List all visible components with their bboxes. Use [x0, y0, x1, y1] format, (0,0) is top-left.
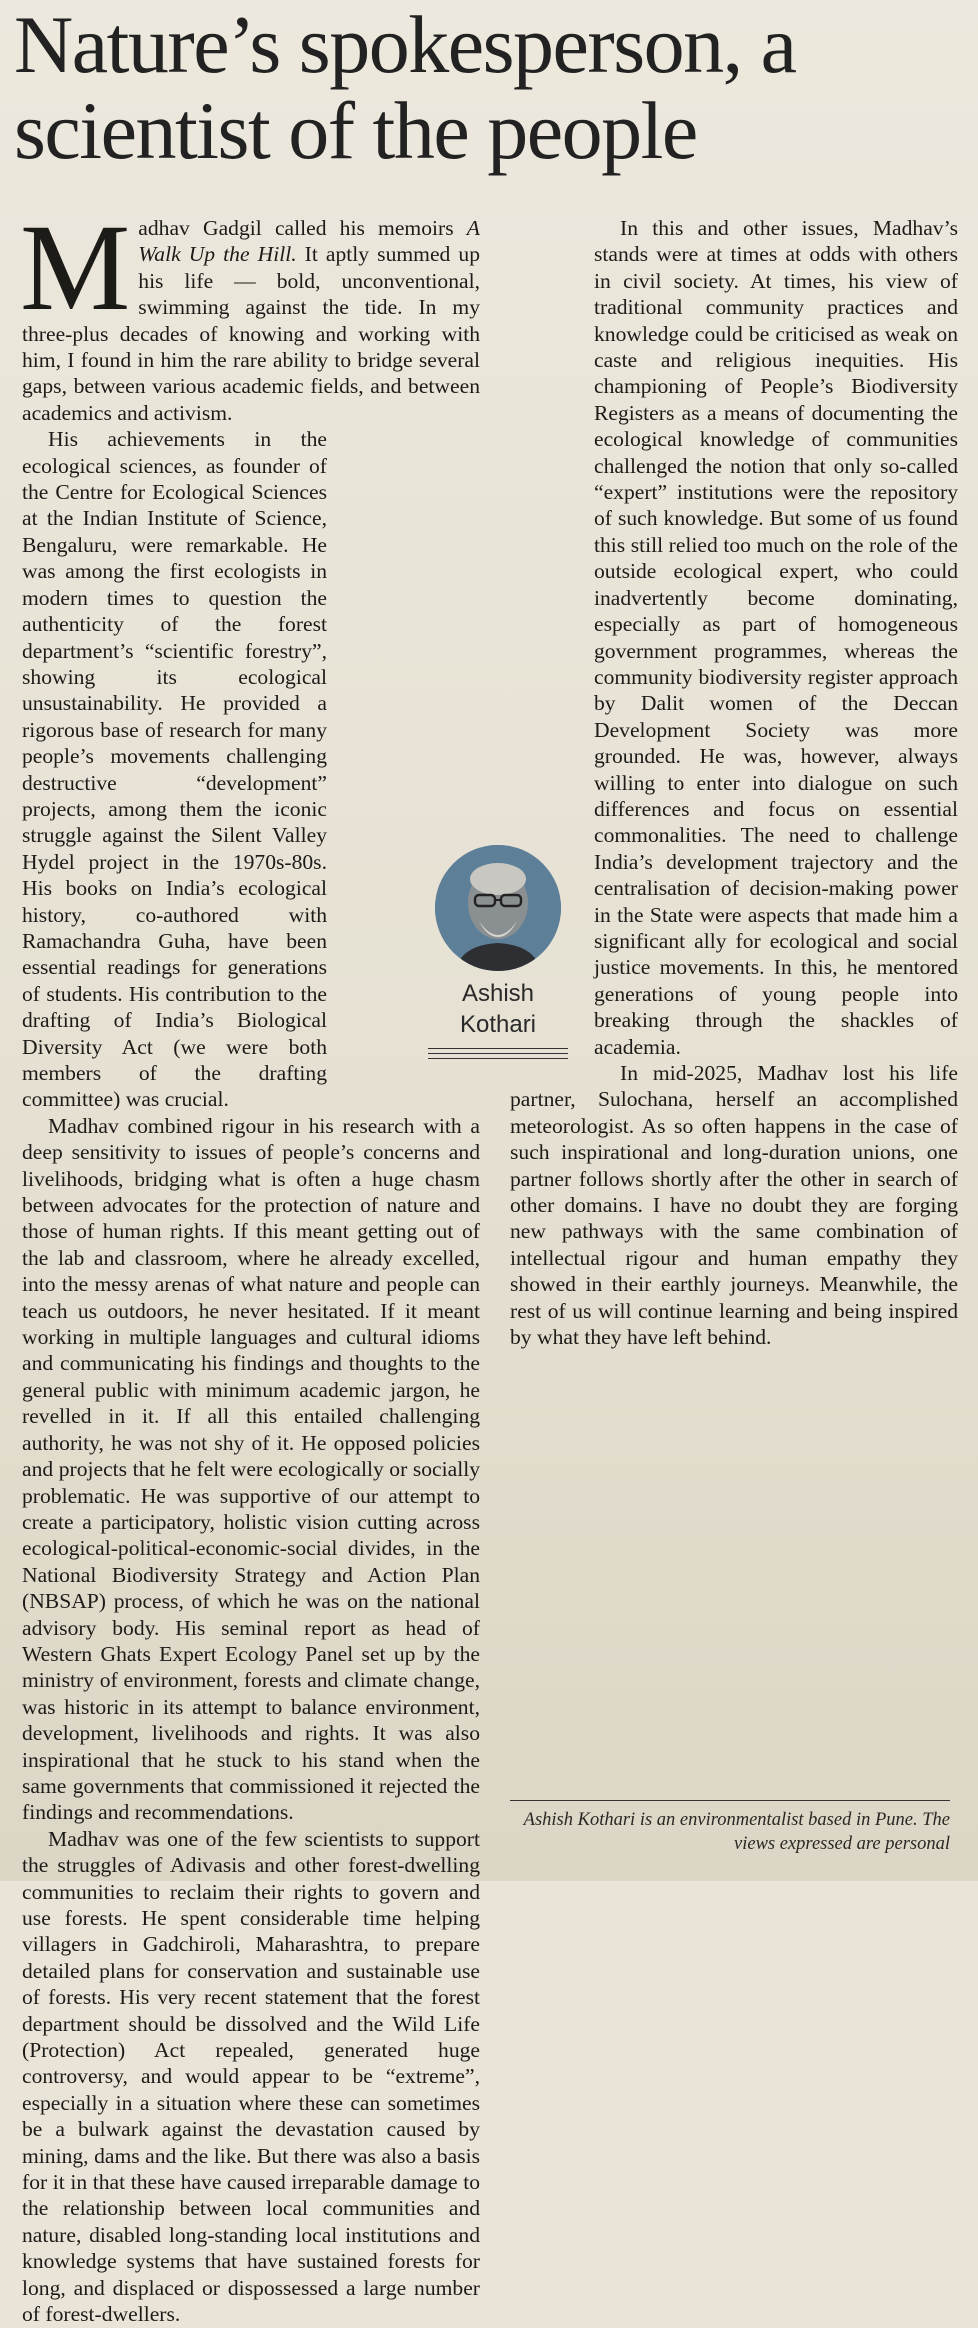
byline-rule — [428, 1058, 568, 1059]
author-portrait-icon — [435, 845, 561, 971]
paragraph-1-intro: adhav Gadgil called his memoirs — [138, 216, 467, 240]
drop-cap: M — [20, 199, 131, 336]
paragraph-4: Madhav was one of the few scientists to support the struggles of Adivasis and other forest-dwelling communities to reclaim their rights to govern and use forests. He spent considerable time helping villagers in Gadchiroli, Maharashtra, to prepare detailed plans for conservation and sustainable use of forests. His very recent statement that the forest department should be dissolved and the Wild Life (Protection) Act repealed, generated huge controversy, and would appear to be “extreme”, especially in a situation where these can sometimes be a bulwark against the devastation caused by mining, dams and the like. But there was also a basis for it in that these have caused irreparable damage to the relationship between local communities and nature, disabled long-standing local institutions and knowledge systems that have sustained forests for long, and displaced or dispossessed a large number of forest-dwellers. — [22, 1826, 480, 2327]
book-title: A Walk Up the Hill. — [138, 216, 480, 267]
article-column-left — [20, 199, 480, 2328]
author-name — [423, 978, 573, 1040]
author-last-name: Kothari — [459, 1011, 537, 1038]
author-byline — [423, 845, 573, 1085]
author-note: Ashish Kothari is an environmentalist based in Pune. The views expressed are personal — [523, 1810, 950, 1854]
paragraph-6: In mid-2025, Madhav lost his life partner, Sulochana, herself an accomplished meteorologist. As so often happens in the case of such inspirational and long-duration unions, one partner follows shortly after the other in search of other domains. I have no doubt they are forging new pathways with the same combination of intellectual rigour and human empathy they showed in their earthly journeys. Meanwhile, the rest of us will continue learning and being inspired by what they have left behind. — [510, 1061, 958, 1350]
byline-rule — [428, 1053, 568, 1054]
byline-rule — [428, 1048, 568, 1049]
footer-divider — [510, 1800, 950, 1801]
headline: Nature’s spokesperson, a scientist of the people — [14, 0, 796, 176]
paragraph-3: Madhav combined rigour in his research with a deep sensitivity to issues of people’s concerns and livelihoods, bridging what is often a huge chasm between advocates for the protection of nature and those of human rights. If this meant getting out of the lab and classroom, where he already excelled, into the messy arenas of what nature and people can teach us outdoors, he never hesitated. If it meant working in multiple languages and cultural idioms and communicating his findings and thoughts to the general public with minimum academic jargon, he revelled in it. If all this entailed challenging authority, he was not shy of it. He opposed policies and projects that he felt were ecologically or socially problematic. He was supportive of our attempt to create a participatory, holistic vision cutting across ecological-political-economic-social divides, in the National Biodiversity Strategy and Action Plan (NBSAP) process, of which he was on the national advisory body. His seminal report as head of Western Ghats Expert Ecology Panel set up by the ministry of environment, forests and climate change, was historic in its attempt to balance environment, development, livelihoods and rights. It was also inspirational that he stuck to his stand when the same governments that commissioned it rejected the findings and recommendations. — [22, 1113, 480, 1825]
article-column-right — [510, 215, 958, 1350]
paragraph-5: In this and other issues, Madhav’s stands were at times at odds with others in civil society. At times, his view of traditional community practices and knowledge could be criticised as weak on caste and religious inequities. His championing of People’s Biodiversity Registers as a means of documenting the ecological knowledge of communities challenged the notion that only so-called “expert” institutions were the repository of such knowledge. But some of us found this still relied too much on the role of the outside ecological expert, who could inadvertently become dominating, especially as part of homogeneous government programmes, whereas the community biodiversity register approach by Dalit women of the Deccan Development Society was more grounded. He was, however, always willing to enter into dialogue on such differences and focus on essential commonalities. The need to challenge India’s development trajectory and the centralisation of decision-making power in the State were aspects that made him a significant ally for ecological and social justice movements. In this, he mentored generations of young people into breaking through the shackles of academia. — [510, 215, 958, 1060]
author-first-name: Ashish — [461, 980, 535, 1007]
paragraph-1-rest: It aptly summed up his life — bold, unconventional, swimming against the tide. In my three-plus decades of knowing and working with him, I found in him the rare ability to bridge several gaps, between various academic fields, and between academics and activism. — [22, 242, 480, 425]
paragraph-2: His achievements in the ecological sciences, as founder of the Centre for Ecological Sciences at the Indian Institute of Science, Bengaluru, were remarkable. He was among the first ecologists in modern times to question the authenticity of the forest department’s “scientific forestry”, showing its ecological unsustainability. He provided a rigorous base of research for many people’s movements challenging destructive “development” projects, among them the iconic struggle against the Silent Valley Hydel project in the 1970s-80s. His books on India’s ecological history, co-authored with Ramachandra Guha, have been essential readings for generations of students. His contribution to the drafting of India’s Biological Diversity Act (we were both members of the drafting committee) was crucial. — [22, 426, 480, 1113]
paragraph-1 — [20, 199, 480, 426]
